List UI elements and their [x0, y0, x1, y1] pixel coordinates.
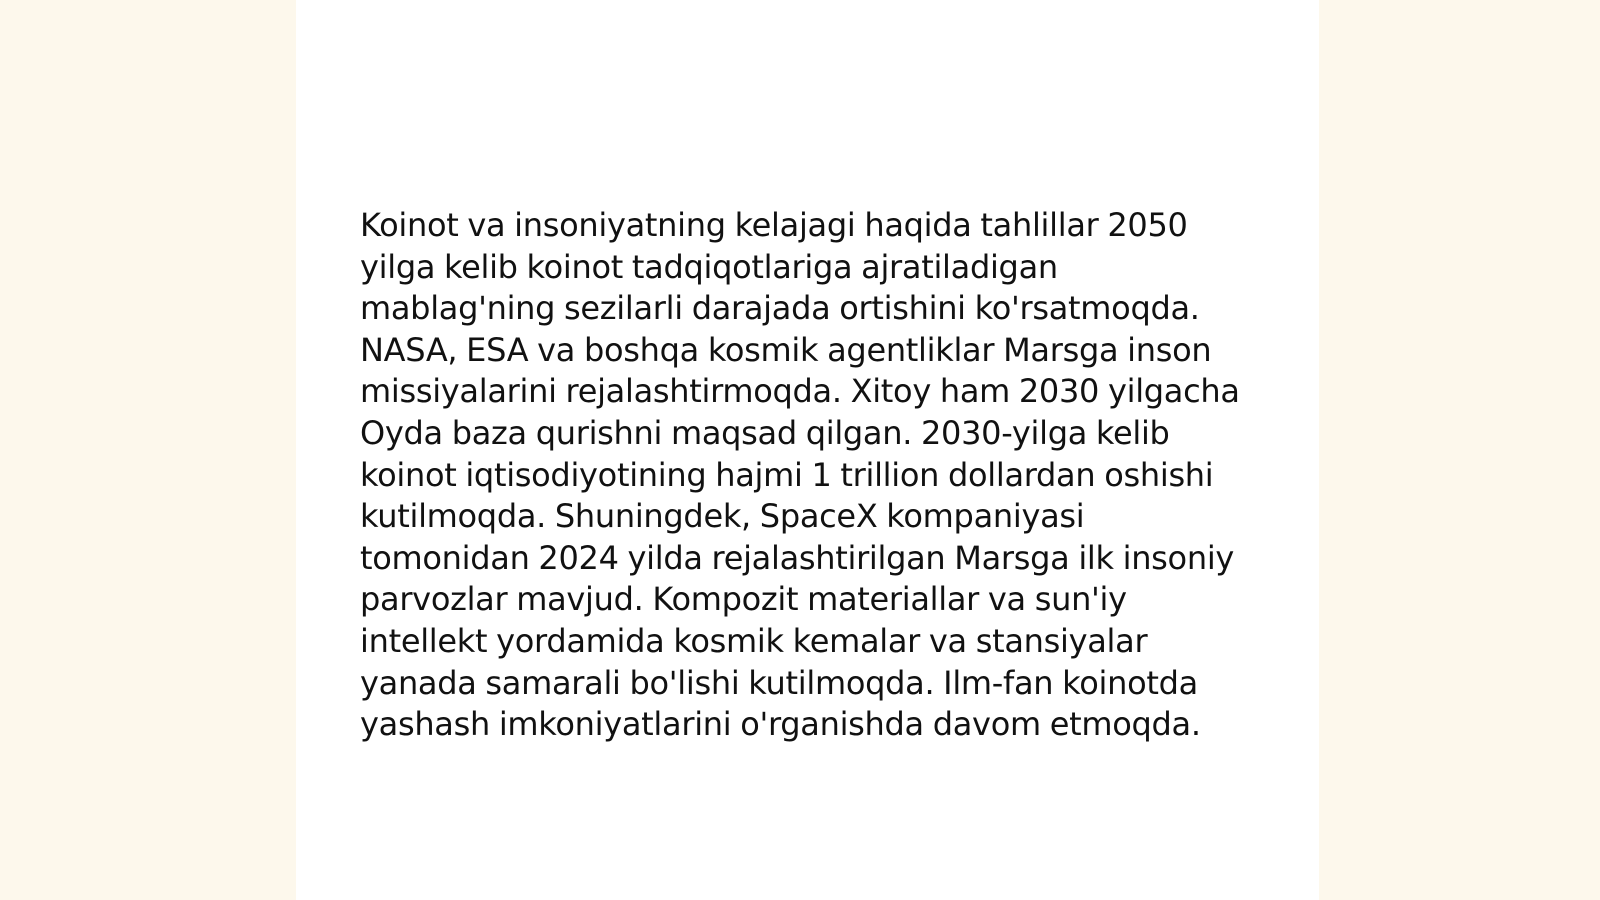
body-paragraph: Koinot va insoniyatning kelajagi haqida tahlillar 2050 yilga kelib koinot tadqiqotlariga ajratiladigan mablag'ning sezilarli darajada ortishini ko'rsatmoqda. NASA, ESA va boshqa kosmik agentliklar Marsga inson missiyalarini rejalashtirmoqda. Xitoy ham 2030 yilgacha Oyda baza qurishni maqsad qilgan. 2030-yilga kelib koinot iqtisodiyotining hajmi 1 trillion dollardan oshishi kutilmoqda. Shuningdek, SpaceX kompaniyasi tomonidan 2024 yilda rejalashtirilgan Marsga ilk insoniy parvozlar mavjud. Kompozit materiallar va sun'iy intellekt yordamida kosmik kemalar va stansiyalar yanada samarali bo'lishi kutilmoqda. Ilm-fan koinotda yashash imkoniyatlarini o'rganishda davom etmoqda. — [360, 206, 1240, 744]
document-page — [296, 0, 1319, 900]
